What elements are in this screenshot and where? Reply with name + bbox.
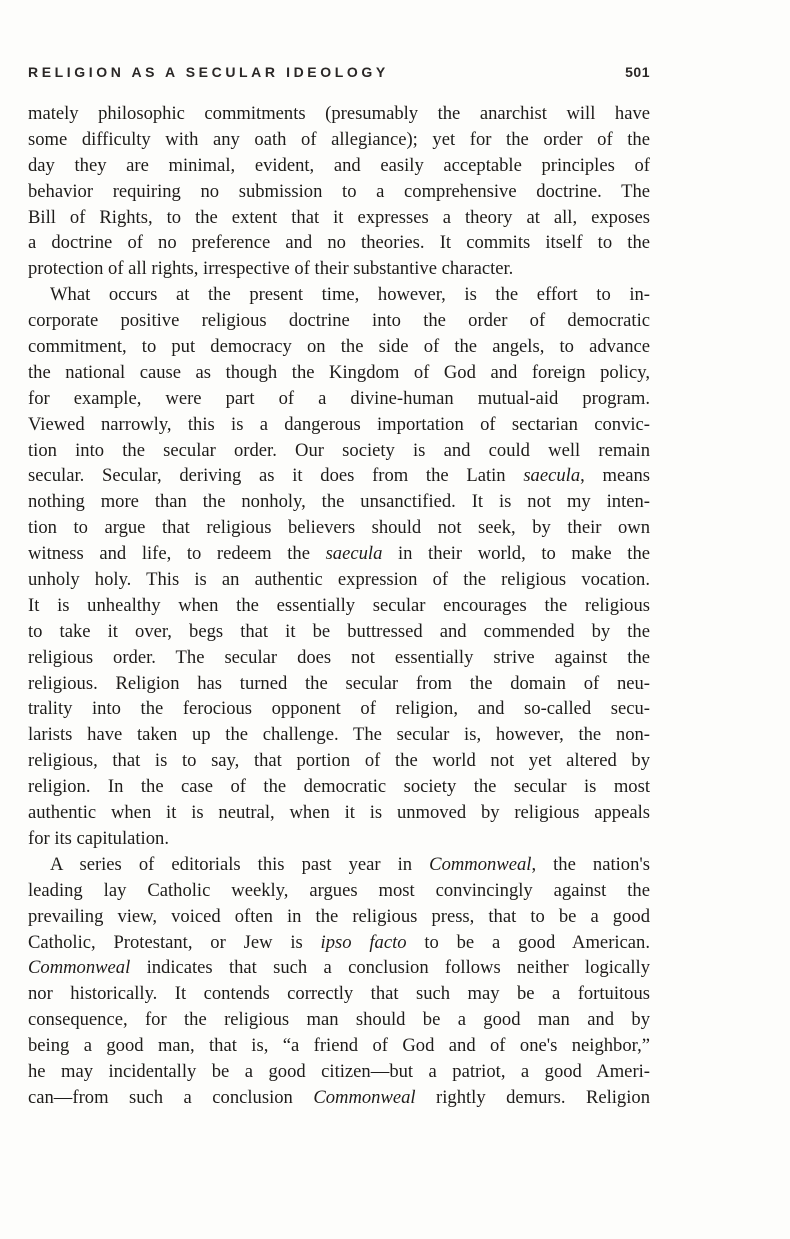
italic-term: saecula bbox=[325, 543, 383, 565]
text-line: Commonweal indicates that such a conclusion follows neither logically bbox=[28, 957, 650, 979]
text-line: some difficulty with any oath of allegiance); yet for the order of the bbox=[28, 128, 650, 150]
text-line: religious, that is to say, that portion of the world not yet altered by bbox=[28, 750, 650, 772]
italic-term: saecula bbox=[523, 465, 581, 487]
text-line: leading lay Catholic weekly, argues most convincingly against the bbox=[28, 879, 650, 901]
text-line: corporate positive religious doctrine into the order of democratic bbox=[28, 310, 650, 332]
text-line: day they are minimal, evident, and easily acceptable principles of bbox=[28, 154, 650, 176]
text-line: religion. In the case of the democratic society the secular is most bbox=[28, 776, 650, 798]
text-line: unholy holy. This is an authentic expression of the religious vocation. bbox=[28, 569, 650, 591]
text-line: Catholic, Protestant, or Jew is ipso facto to be a good American. bbox=[28, 931, 650, 953]
text-line: prevailing view, voiced often in the religious press, that to be a good bbox=[28, 905, 650, 927]
text-line: the national cause as though the Kingdom of God and foreign policy, bbox=[28, 361, 650, 383]
text-line: trality into the ferocious opponent of religion, and so-called secu- bbox=[28, 698, 650, 720]
text-line: nor historically. It contends correctly that such may be a fortuitous bbox=[28, 983, 650, 1005]
text-line: larists have taken up the challenge. The secular is, however, the non- bbox=[28, 724, 650, 746]
italic-term: ipso facto bbox=[320, 931, 407, 953]
page-number: 501 bbox=[625, 64, 650, 80]
text-line: tion to argue that religious believers should not seek, by their own bbox=[28, 517, 650, 539]
italic-term: Commonweal bbox=[429, 853, 532, 875]
text-line: mately philosophic commitments (presumably the anarchist will have bbox=[28, 103, 650, 124]
text-line: being a good man, that is, “a friend of God and of one's neighbor,” bbox=[28, 1035, 650, 1057]
text-line: religious order. The secular does not essentially strive against the bbox=[28, 646, 650, 668]
body-text bbox=[28, 101, 650, 1111]
text-line: tion into the secular order. Our society is and could well remain bbox=[28, 439, 650, 461]
text-line: for its capitulation. bbox=[28, 827, 169, 849]
text-line: a doctrine of no preference and no theories. It commits itself to the bbox=[28, 232, 650, 254]
text-line: protection of all rights, irrespective of their substantive character. bbox=[28, 258, 514, 280]
text-line: A series of editorials this past year in Commonweal, the nation's bbox=[50, 853, 650, 875]
text-line: religious. Religion has turned the secular from the domain of neu- bbox=[28, 672, 650, 694]
italic-term: Commonweal bbox=[313, 1086, 416, 1108]
paragraph bbox=[28, 101, 650, 282]
running-title: RELIGION AS A SECULAR IDEOLOGY bbox=[28, 64, 389, 80]
italic-term: Commonweal bbox=[28, 957, 131, 979]
text-line: secular. Secular, deriving as it does from the Latin saecula, means bbox=[28, 465, 650, 487]
text-line: he may incidentally be a good citizen—but a patriot, a good Ameri- bbox=[28, 1060, 650, 1082]
text-line: nothing more than the nonholy, the unsanctified. It is not my inten- bbox=[28, 491, 650, 513]
running-head bbox=[28, 64, 650, 84]
text-line: What occurs at the present time, however, is the effort to in- bbox=[50, 284, 650, 306]
text-line: Viewed narrowly, this is a dangerous importation of sectarian convic- bbox=[28, 413, 650, 435]
text-line: consequence, for the religious man should be a good man and by bbox=[28, 1009, 650, 1031]
text-line: authentic when it is neutral, when it is unmoved by religious appeals bbox=[28, 802, 650, 824]
text-line: Bill of Rights, to the extent that it expresses a theory at all, exposes bbox=[28, 206, 650, 228]
text-line: It is unhealthy when the essentially secular encourages the religious bbox=[28, 594, 650, 616]
text-line: witness and life, to redeem the saecula in their world, to make the bbox=[28, 543, 650, 565]
text-line: commitment, to put democracy on the side of the angels, to advance bbox=[28, 336, 650, 358]
paragraph bbox=[28, 852, 650, 1111]
text-line: for example, were part of a divine-human mutual-aid program. bbox=[28, 387, 650, 409]
text-line: behavior requiring no submission to a comprehensive doctrine. The bbox=[28, 180, 650, 202]
text-line: to take it over, begs that it be buttressed and commended by the bbox=[28, 620, 650, 642]
paragraph bbox=[28, 282, 650, 852]
text-line: can—from such a conclusion Commonweal rightly demurs. Religion bbox=[28, 1086, 650, 1108]
